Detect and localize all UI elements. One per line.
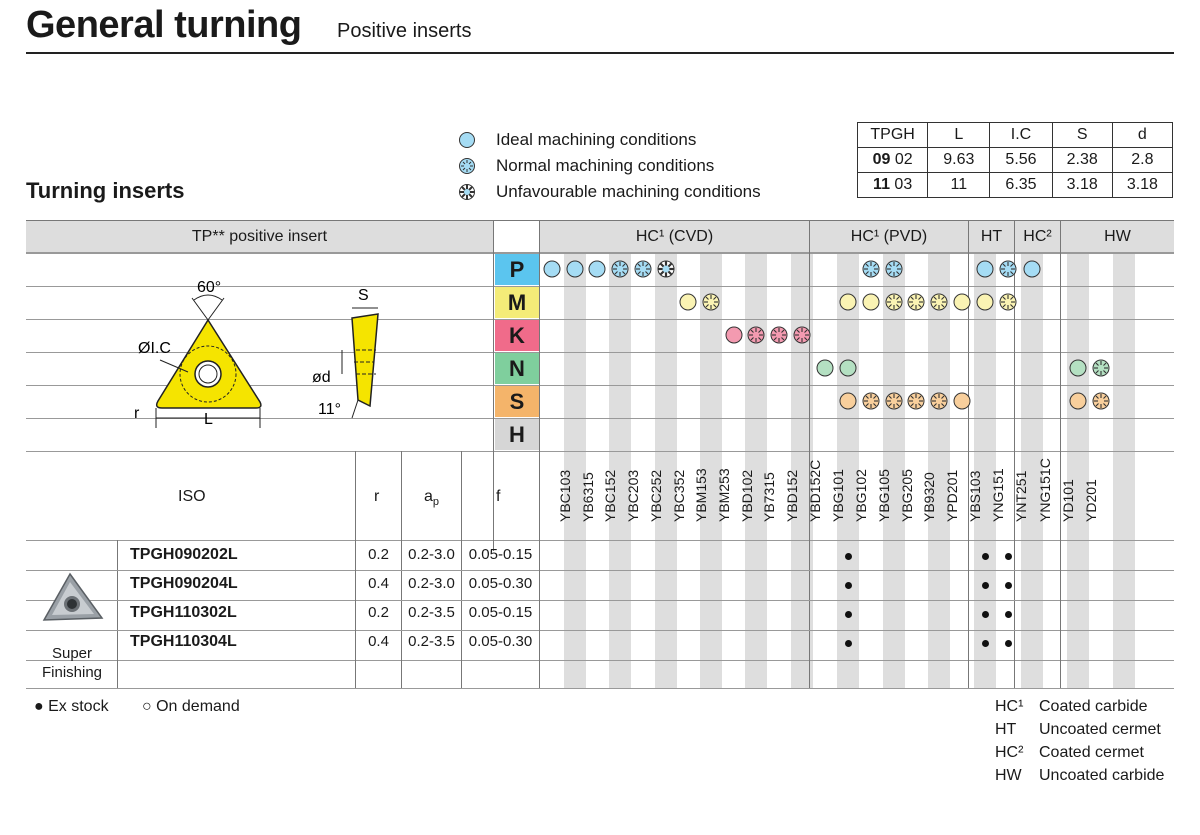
feed-range: 0.05-0.15 (468, 546, 533, 563)
normal-condition-mark (998, 292, 1018, 312)
group-hc-cvd: HC¹ (CVD) (540, 221, 809, 252)
dim-header-tpgh: TPGH (858, 123, 928, 148)
grade-ynt251: YNT251 (1013, 470, 1029, 522)
grade-label (586, 466, 619, 538)
dim-d: 3.18 (1112, 173, 1172, 198)
legend-ideal-label: Ideal machining conditions (496, 130, 697, 149)
nose-radius: 0.2 (368, 546, 389, 563)
nose-radius: 0.4 (368, 633, 389, 650)
grade-ybc103: YBC103 (557, 469, 573, 522)
ex-stock-legend: ● Ex stock (34, 698, 109, 715)
iso-code: TPGH110302L (130, 604, 237, 621)
abbr-code: HC² (995, 744, 1024, 761)
abbr-code: HW (995, 767, 1022, 784)
grade-ybd152c: YBD152C (806, 459, 823, 522)
group-hc-pvd: HC¹ (PVD) (810, 221, 968, 252)
grade-ybc252: YBC252 (647, 469, 664, 522)
ap-header: $a_p$ (424, 488, 440, 509)
ideal-condition-mark (815, 358, 835, 378)
r-header: r (374, 488, 380, 505)
grade-label (883, 466, 915, 538)
dim-l: 11 (928, 173, 990, 198)
ideal-condition-mark (542, 259, 562, 279)
normal-condition-mark (884, 292, 904, 312)
normal-condition-mark (792, 325, 812, 345)
grade-yng151c: YNG151C (1036, 458, 1053, 522)
iso-code: TPGH090202L (130, 546, 238, 563)
page-title: General turning (26, 4, 302, 46)
grade-ybg101: YBG101 (830, 469, 847, 522)
grade-label (997, 466, 1029, 538)
dim-suffix: 02 (894, 151, 913, 168)
dim-d: 2.8 (1112, 148, 1172, 173)
grade-yb9320: YB9320 (921, 472, 938, 522)
iso-code: TPGH090204L (130, 575, 238, 592)
grade-label (723, 466, 755, 538)
grid-column-line (493, 221, 494, 551)
depth-of-cut: 0.2-3.5 (408, 604, 455, 621)
iso-code: TPGH110304L (130, 633, 237, 650)
grade-label (1044, 466, 1077, 538)
grade-label (905, 466, 938, 538)
grid-column-line (539, 221, 540, 688)
material-s: S (495, 386, 539, 417)
grade-label (745, 466, 778, 538)
feed-range: 0.05-0.30 (468, 575, 533, 592)
grade-label (768, 466, 800, 538)
grade-label (951, 466, 983, 538)
ex-stock-dot (1005, 611, 1012, 618)
grade-label (632, 466, 664, 538)
title-divider (26, 52, 1174, 54)
nose-radius: 0.4 (368, 575, 389, 592)
group-hw: HW (1061, 221, 1174, 252)
abbr-description: Coated carbide (1039, 698, 1148, 715)
on-demand-legend: ○ On demand (142, 698, 240, 715)
clearance-angle-label: 11° (318, 401, 342, 418)
row-divider (117, 600, 1174, 601)
dim-row (858, 173, 1173, 198)
grade-label (974, 466, 1007, 538)
ex-stock-dot (1005, 582, 1012, 589)
normal-condition-mark (906, 391, 926, 411)
dim-s: 3.18 (1052, 173, 1112, 198)
grade-label (655, 466, 687, 538)
grade-label (860, 466, 892, 538)
abbr-description: Coated cermet (1039, 744, 1144, 761)
normal-condition-mark (1091, 391, 1111, 411)
grade-ybc352: YBC352 (670, 469, 687, 522)
legend-unfavourable-label: Unfavourable machining conditions (496, 182, 761, 201)
grade-ypd201: YPD201 (943, 469, 960, 522)
grade-label (541, 466, 573, 538)
material-n: N (495, 353, 539, 384)
grade-ybg105: YBG105 (875, 469, 892, 522)
ideal-condition-mark (975, 292, 995, 312)
grade-label (791, 459, 823, 538)
length-label: L (204, 411, 213, 428)
insert-header: TP** positive insert (26, 221, 493, 252)
grade-label (814, 466, 847, 538)
normal-condition-mark (906, 292, 926, 312)
grade-ybd152: YBD152 (784, 469, 800, 522)
row-divider (117, 630, 1174, 631)
normal-condition-mark (929, 292, 949, 312)
dim-header-ic: I.C (990, 123, 1052, 148)
normal-condition-mark (929, 391, 949, 411)
dim-header-s: S (1052, 123, 1112, 148)
ideal-condition-mark (565, 259, 585, 279)
grade-yb7315: YB7315 (761, 472, 778, 522)
iso-header: ISO (178, 488, 206, 505)
feed-range: 0.05-0.15 (468, 604, 533, 621)
grade-yng151: YNG151 (990, 468, 1007, 522)
insert-side-view (352, 314, 378, 406)
group-hc2: HC² (1015, 221, 1060, 252)
grade-label (609, 466, 642, 538)
normal-condition-mark (884, 391, 904, 411)
grade-ybd102: YBD102 (738, 469, 755, 522)
grade-ybc152: YBC152 (602, 469, 619, 522)
grade-label (700, 466, 732, 538)
dimension-table (857, 122, 1173, 198)
grade-label (1021, 458, 1053, 538)
ideal-condition-mark (1068, 358, 1088, 378)
normal-condition-mark (998, 259, 1018, 279)
normal-condition-mark (861, 259, 881, 279)
depth-of-cut: 0.2-3.0 (408, 575, 455, 592)
normal-condition-mark (861, 391, 881, 411)
material-h: H (495, 419, 539, 450)
dim-l: 9.63 (928, 148, 990, 173)
grade-ybg102: YBG102 (853, 469, 870, 522)
ideal-condition-mark (838, 358, 858, 378)
grade-yd101: YD101 (1060, 479, 1077, 522)
grade-ybc203: YBC203 (625, 469, 642, 522)
normal-condition-mark (769, 325, 789, 345)
dim-ic: 6.35 (990, 173, 1052, 198)
ideal-condition-mark (1068, 391, 1088, 411)
insert-diagram (120, 268, 410, 438)
unfavourable-circle-icon (458, 183, 476, 201)
grid-column-line (809, 221, 810, 688)
dim-s: 2.38 (1052, 148, 1112, 173)
abbr-code: HT (995, 721, 1017, 738)
grade-yd201: YD201 (1083, 479, 1100, 522)
group-ht: HT (969, 221, 1014, 252)
normal-condition-mark (884, 259, 904, 279)
grade-ybg205: YBG205 (898, 469, 915, 522)
depth-of-cut: 0.2-3.5 (408, 633, 455, 650)
ideal-condition-mark (861, 292, 881, 312)
grade-label (677, 466, 710, 538)
dim-suffix: 03 (894, 176, 913, 193)
insert-photo (40, 572, 106, 626)
normal-condition-mark (633, 259, 653, 279)
abbr-description: Uncoated cermet (1039, 721, 1161, 738)
ideal-circle-icon (458, 131, 476, 149)
feed-range: 0.05-0.30 (468, 633, 533, 650)
abbr-code: HC¹ (995, 698, 1024, 715)
category-label: Super Finishing (41, 645, 103, 681)
dim-ic: 5.56 (990, 148, 1052, 173)
dim-code: 09 (872, 151, 891, 168)
ic-label: ØI.C (138, 340, 171, 357)
grade-label (1067, 466, 1100, 538)
dim-row (858, 148, 1173, 173)
grade-label (564, 466, 596, 538)
grid-row-line (26, 253, 1174, 254)
grade-ybm153: YBM153 (693, 468, 710, 522)
grade-ybm253: YBM253 (715, 468, 732, 522)
ideal-condition-mark (838, 391, 858, 411)
material-k: K (495, 320, 539, 351)
page-subtitle: Positive inserts (337, 20, 472, 42)
normal-circle-icon (458, 157, 476, 175)
grid-column-line (117, 540, 118, 688)
depth-of-cut: 0.2-3.0 (408, 546, 455, 563)
material-m: M (495, 287, 539, 318)
ideal-condition-mark (952, 292, 972, 312)
grade-yb6315: YB6315 (579, 472, 596, 522)
ex-stock-dot (1005, 640, 1012, 647)
grade-label (928, 466, 960, 538)
grade-ybs103: YBS103 (966, 470, 983, 522)
grid-column-line (1060, 221, 1061, 688)
material-p: P (495, 254, 539, 285)
section-title: Turning inserts (26, 178, 185, 203)
nose-radius: 0.2 (368, 604, 389, 621)
ideal-condition-mark (724, 325, 744, 345)
ideal-condition-mark (952, 391, 972, 411)
grid-row-line (26, 660, 1174, 661)
grade-label (837, 466, 870, 538)
grid-row-line (26, 540, 1174, 541)
dim-header-l: L (928, 123, 990, 148)
ideal-condition-mark (1022, 259, 1042, 279)
radius-label: r (134, 405, 140, 422)
abbr-description: Uncoated carbide (1039, 767, 1165, 784)
normal-condition-mark (1091, 358, 1111, 378)
thickness-label: S (358, 287, 369, 304)
legend-normal-label: Normal machining conditions (496, 156, 715, 175)
ideal-condition-mark (975, 259, 995, 279)
ideal-condition-mark (587, 259, 607, 279)
grid-row-line (26, 688, 1174, 689)
normal-condition-mark (701, 292, 721, 312)
ideal-condition-mark (678, 292, 698, 312)
angle-label: 60° (197, 279, 222, 296)
ideal-condition-mark (838, 292, 858, 312)
normal-condition-mark (610, 259, 630, 279)
unfavourable-condition-mark (656, 259, 676, 279)
ex-stock-dot (1005, 553, 1012, 560)
f-header: f (496, 488, 501, 505)
grid-row-line (26, 451, 1174, 452)
dim-code: 11 (873, 176, 890, 193)
row-divider (117, 570, 1174, 571)
hole-diameter-label: ød (312, 369, 331, 386)
normal-condition-mark (746, 325, 766, 345)
dim-header-d: d (1112, 123, 1172, 148)
